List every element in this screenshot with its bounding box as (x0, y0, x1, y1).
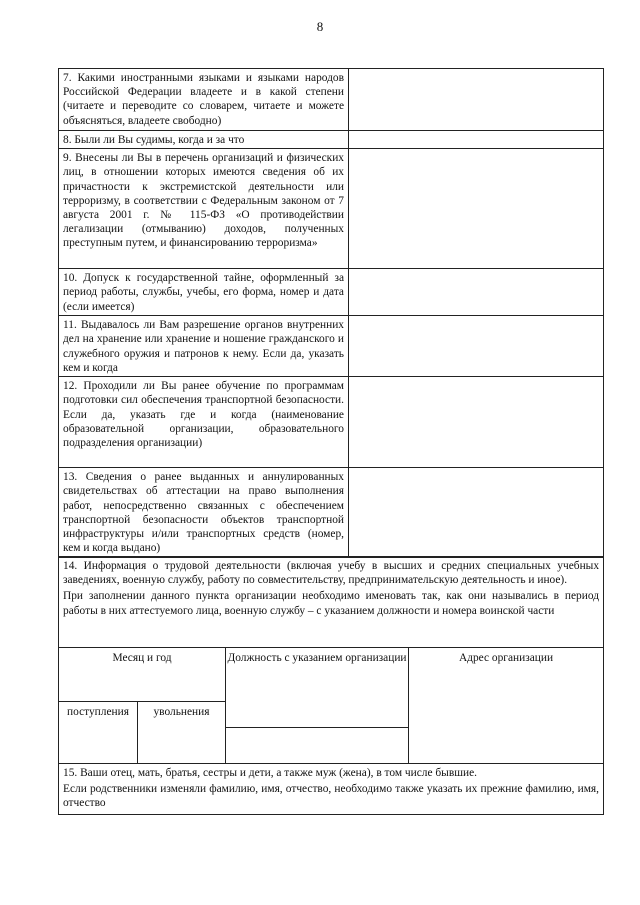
question-cell: 7. Какими иностранными языками и языками народов Российской Федерации владеете и в какой степени (читаете и переводите со словарем, читаете и можете объясняться, владеете свободно) (59, 69, 349, 131)
family-section (59, 764, 604, 815)
work-heading-text: 14. Информация о трудовой деятельности (включая учебу в высших и средних специальных учебных заведениях, военную службу, работу по совместительству, предпринимательскую деятельность и иное). (63, 560, 600, 587)
answer-cell[interactable] (349, 468, 604, 558)
col-start: поступления (59, 702, 138, 764)
work-history-table (58, 556, 604, 815)
answer-cell[interactable] (349, 69, 604, 131)
question-cell: 9. Внесены ли Вы в перечень организаций и физических лиц, в отношении которых имеются сведения об их причастности к экстремистской деятельности или терроризму, в соответствии с Федеральным законом от 7 августа 2001 г. № 115-ФЗ «О противодействии легализации (отмыванию) доходов, полученных преступным путем, и финансированию терроризма» (59, 149, 349, 269)
col-address: Адрес организации (409, 648, 604, 764)
col-month-year: Месяц и год (59, 648, 226, 702)
answer-cell[interactable] (349, 377, 604, 468)
page-number: 8 (316, 19, 324, 34)
family-heading-text: 15. Ваши отец, мать, братья, сестры и дети, а также муж (жена), в том числе бывшие. (63, 767, 477, 779)
col-end: увольнения (138, 702, 226, 764)
question-row (59, 149, 604, 269)
question-cell: 12. Проходили ли Вы ранее обучение по программам подготовки сил обеспечения транспортной безопасности. Если да, указать где и когда (наименование образовательной организации, образовательного подразделения организации) (59, 377, 349, 468)
work-note-text: При заполнении данного пункта организации необходимо именовать так, как они назывались в период работы в них аттестуемого лица, военную службу – с указанием должности и номера воинской части (63, 590, 600, 617)
question-row (59, 69, 604, 131)
question-row (59, 468, 604, 558)
family-note-text: Если родственники изменяли фамилию, имя, отчество, необходимо также указать их прежние фамилию, имя, отчество (63, 783, 600, 810)
question-cell: 10. Допуск к государственной тайне, оформленный за период работы, службы, учебы, его форма, номер и дата (если имеется) (59, 269, 349, 316)
answer-cell[interactable] (349, 149, 604, 269)
question-cell: 8. Были ли Вы судимы, когда и за что (59, 131, 349, 149)
question-cell: 13. Сведения о ранее выданных и аннулированных свидетельствах об аттестации на право выполнения работ, непосредственно связанных с обеспечением транспортной безопасности объектов транспортной инфраструктуры и/или транспортных средств (номер, кем и когда выдано) (59, 468, 349, 558)
question-row (59, 131, 604, 149)
questions-table (58, 68, 604, 558)
work-section-heading (59, 557, 604, 648)
question-row (59, 377, 604, 468)
question-row (59, 316, 604, 377)
question-row (59, 269, 604, 316)
answer-cell[interactable] (349, 269, 604, 316)
question-cell: 11. Выдавалось ли Вам разрешение органов внутренних дел на хранение или хранение и ношение гражданского и служебного оружия и патронов к нему. Если да, указать кем и когда (59, 316, 349, 377)
col-position: Должность с указанием организации (226, 648, 409, 728)
answer-cell[interactable] (349, 131, 604, 149)
position-entry-cell[interactable] (226, 728, 409, 764)
answer-cell[interactable] (349, 316, 604, 377)
